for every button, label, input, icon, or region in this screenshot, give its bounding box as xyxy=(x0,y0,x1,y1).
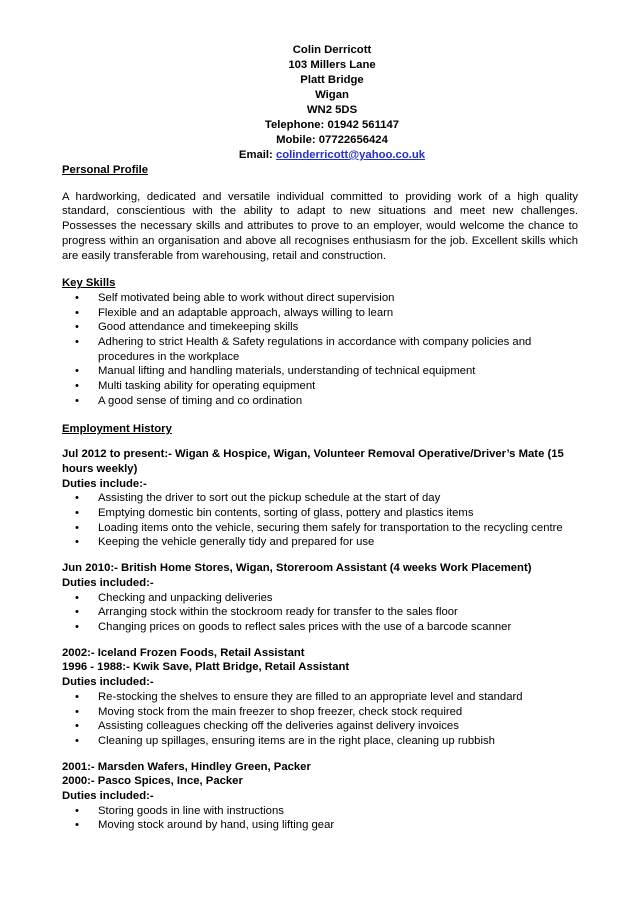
employment-history-heading: Employment History xyxy=(62,422,172,435)
list-item: • Arranging stock within the stockroom ready for transfer to the sales floor xyxy=(62,605,578,620)
address-line-1: 103 Millers Lane xyxy=(288,59,376,71)
job-entry xyxy=(62,561,578,635)
email-label: Email: xyxy=(238,149,276,161)
personal-profile-section xyxy=(62,163,578,263)
job-title-secondary: 1996 - 1988:- Kwik Save, Platt Bridge, Retail Assistant xyxy=(62,661,350,674)
address-town: Wigan xyxy=(315,89,349,101)
job-entry xyxy=(62,646,578,749)
email-line xyxy=(86,148,578,163)
list-item: • Adhering to strict Health & Safety regulations in accordance with company policies and procedures in the workplace xyxy=(62,335,578,364)
job-title: 2002:- Iceland Frozen Foods, Retail Assistant xyxy=(62,646,305,659)
address-postcode: WN2 5DS xyxy=(306,104,358,116)
list-item: • Keeping the vehicle generally tidy and prepared for use xyxy=(62,535,578,550)
key-skills-heading: Key Skills xyxy=(62,277,116,290)
list-item: • Moving stock around by hand, using lifting gear xyxy=(62,818,578,833)
address-line-2: Platt Bridge xyxy=(300,74,364,86)
duties-list xyxy=(62,591,578,635)
duties-list xyxy=(62,690,578,749)
duties-list xyxy=(62,491,578,550)
list-item: • Re-stocking the shelves to ensure they are filled to an appropriate level and standard xyxy=(62,690,578,705)
mobile: Mobile: 07722656424 xyxy=(276,134,388,146)
list-item: • Assisting colleagues checking off the deliveries against delivery invoices xyxy=(62,719,578,734)
duties-label: Duties included:- xyxy=(62,576,154,589)
job-title: Jun 2010:- British Home Stores, Wigan, Storeroom Assistant (4 weeks Work Placement) xyxy=(62,562,532,575)
list-item: • Good attendance and timekeeping skills xyxy=(62,320,578,335)
list-item: • Cleaning up spillages, ensuring items are in the right place, cleaning up rubbish xyxy=(62,734,578,749)
list-item: • Assisting the driver to sort out the pickup schedule at the start of day xyxy=(62,491,578,506)
list-item: • Self motivated being able to work without direct supervision xyxy=(62,291,578,306)
list-item: • Emptying domestic bin contents, sorting of glass, pottery and plastics items xyxy=(62,506,578,521)
job-title: 2001:- Marsden Wafers, Hindley Green, Packer xyxy=(62,760,311,773)
job-entry xyxy=(62,760,578,834)
list-item: • A good sense of timing and co ordination xyxy=(62,394,578,409)
employment-history-section xyxy=(62,422,578,834)
list-item: • Loading items onto the vehicle, securing them safely for transportation to the recycling centre xyxy=(62,521,578,536)
list-item: • Multi tasking ability for operating equipment xyxy=(62,379,578,394)
duties-label: Duties include:- xyxy=(62,477,147,490)
list-item: • Changing prices on goods to reflect sales prices with the use of a barcode scanner xyxy=(62,620,578,635)
list-item: • Moving stock from the main freezer to shop freezer, check stock required xyxy=(62,705,578,720)
cv-page xyxy=(62,43,578,833)
contact-header xyxy=(86,43,578,163)
job-title-secondary: 2000:- Pasco Spices, Ince, Packer xyxy=(62,775,243,788)
key-skills-section xyxy=(62,276,578,408)
list-item: • Manual lifting and handling materials, understanding of technical equipment xyxy=(62,364,578,379)
duties-label: Duties included:- xyxy=(62,676,154,689)
personal-profile-text: A hardworking, dedicated and versatile individual committed to providing work of a high quality standard, conscientious with the ability to adapt to new situations and meet new challenges. Possesses the necessary skills and attributes to prove to an employer, would welcome the chance to progress within an organisation and above all recognises enthusiasm for the job. Excellent skills which are easily transferable from warehousing, retail and construction. xyxy=(62,190,578,262)
list-item: • Storing goods in line with instructions xyxy=(62,804,578,819)
job-title: Jul 2012 to present:- Wigan & Hospice, Wigan, Volunteer Removal Operative/Driver’s Mate (15 hours weekly) xyxy=(62,448,564,475)
personal-profile-heading: Personal Profile xyxy=(62,164,149,176)
job-entry xyxy=(62,447,578,550)
candidate-name: Colin Derricott xyxy=(292,44,372,56)
email-link[interactable]: colinderricott@yahoo.co.uk xyxy=(275,149,426,161)
duties-label: Duties included:- xyxy=(62,790,154,803)
list-item: • Checking and unpacking deliveries xyxy=(62,591,578,606)
list-item: • Flexible and an adaptable approach, always willing to learn xyxy=(62,306,578,321)
duties-list xyxy=(62,804,578,833)
telephone: Telephone: 01942 561147 xyxy=(264,119,400,131)
key-skills-list xyxy=(62,291,578,409)
